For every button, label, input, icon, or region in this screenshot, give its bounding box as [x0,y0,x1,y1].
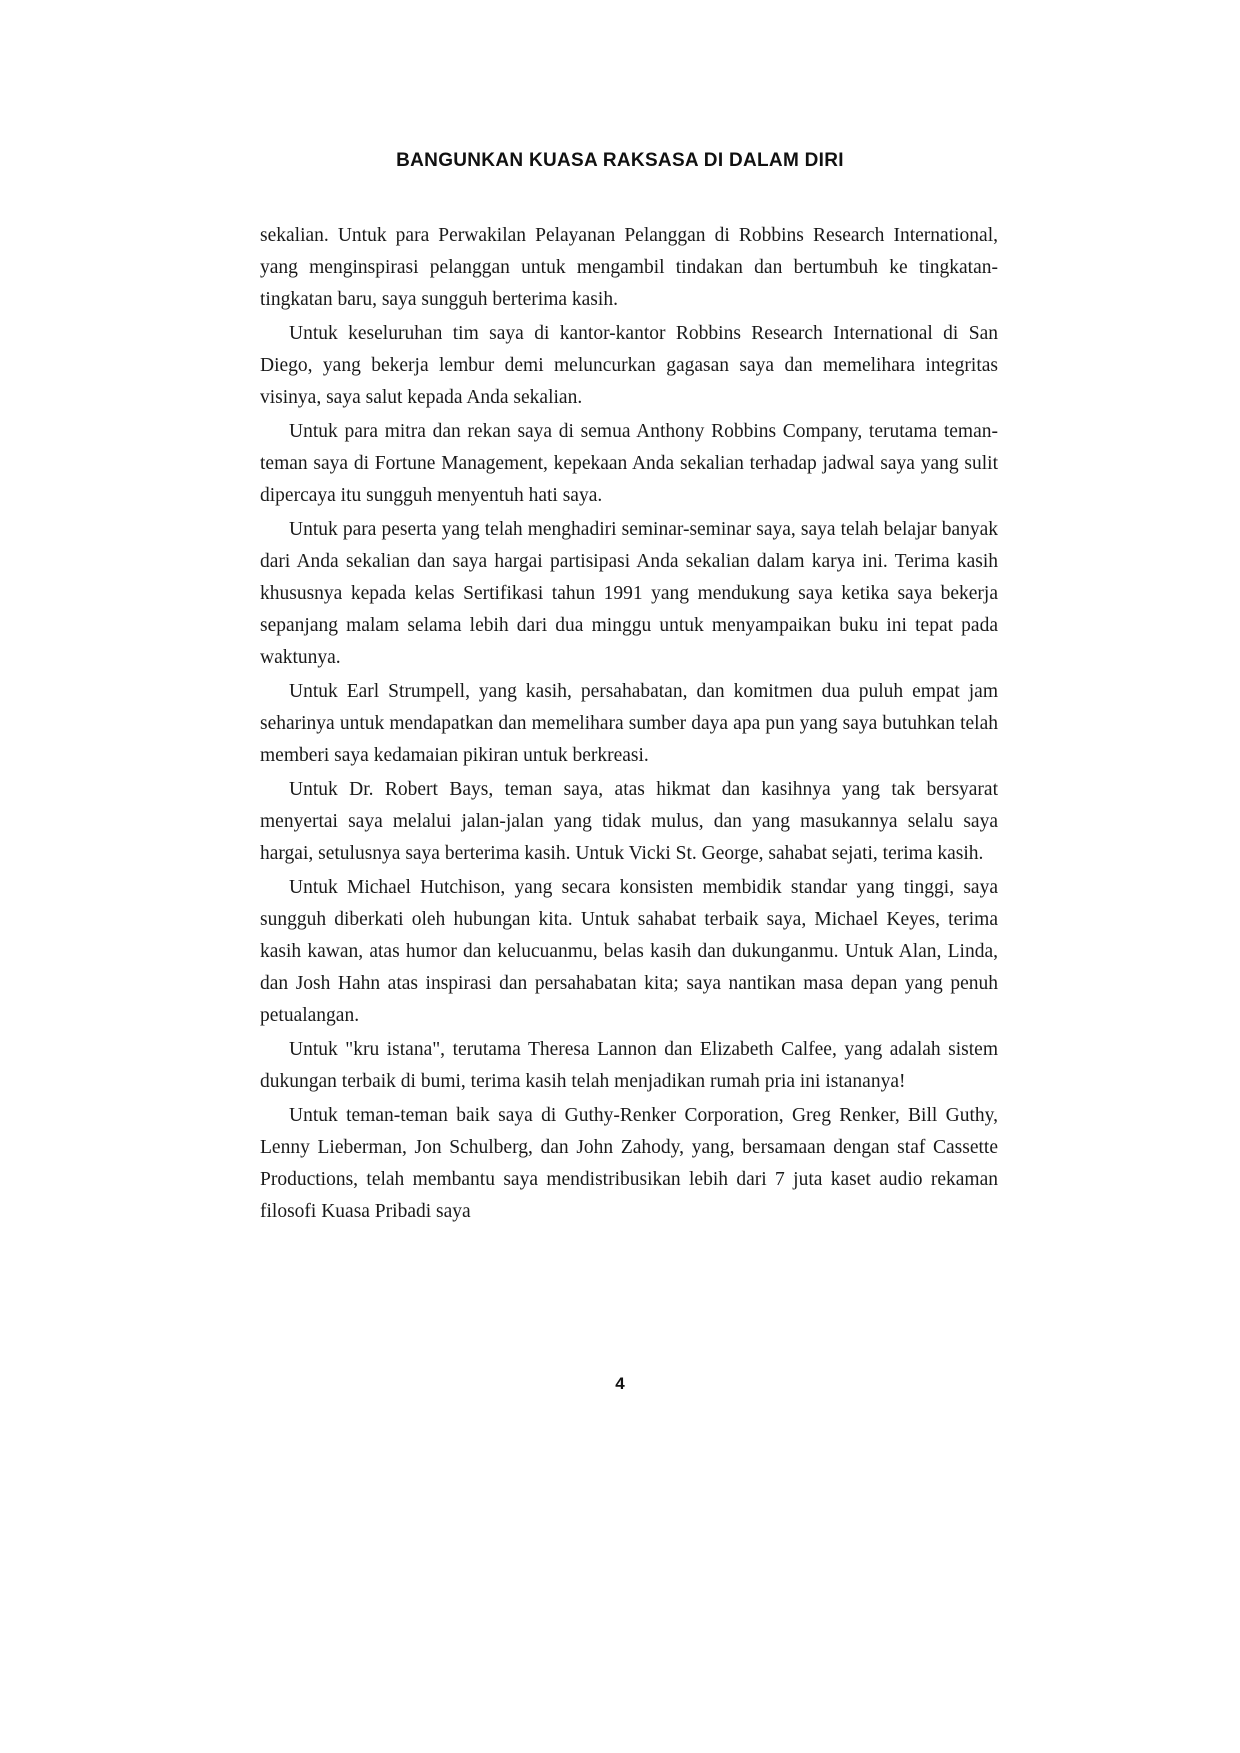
paragraph: Untuk Earl Strumpell, yang kasih, persahabatan, dan komitmen dua puluh empat jam seharinya untuk mendapatkan dan memelihara sumber daya apa pun yang saya butuhkan telah memberi saya kedamaian pikiran untuk berkreasi. [260,681,998,766]
paragraph: sekalian. Untuk para Perwakilan Pelayanan Pelanggan di Robbins Research International, yang menginspirasi pelanggan untuk mengambil tindakan dan bertumbuh ke tingkatan-tingkatan baru, saya sungguh berterima kasih. [260,225,998,310]
paragraph: Untuk teman-teman baik saya di Guthy-Renker Corporation, Greg Renker, Bill Guthy, Lenny Lieberman, Jon Schulberg, dan John Zahody, yang, bersamaan dengan staf Cassette Productions, telah membantu saya mendistribusikan lebih dari 7 juta kaset audio rekaman filosofi Kuasa Pribadi saya [260,1105,998,1222]
paragraph: Untuk Dr. Robert Bays, teman saya, atas hikmat dan kasihnya yang tak bersyarat menyertai saya melalui jalan-jalan yang tidak mulus, dan yang masukannya selalu saya hargai, setulusnya saya berterima kasih. Untuk Vicki St. George, sahabat sejati, terima kasih. [260,779,998,864]
paragraph: Untuk "kru istana", terutama Theresa Lannon dan Elizabeth Calfee, yang adalah sistem dukungan terbaik di bumi, terima kasih telah menjadikan rumah pria ini istananya! [260,1039,998,1092]
paragraph: Untuk para peserta yang telah menghadiri seminar-seminar saya, saya telah belajar banyak dari Anda sekalian dan saya hargai partisipasi Anda sekalian dalam karya ini. Terima kasih khususnya kepada kelas Sertifikasi tahun 1991 yang mendukung saya ketika saya bekerja sepanjang malam selama lebih dari dua minggu untuk menyampaikan buku ini tepat pada waktunya. [260,519,998,668]
page-number: 4 [615,1374,625,1393]
running-header: BANGUNKAN KUASA RAKSASA DI DALAM DIRI [396,150,844,171]
paragraph: Untuk Michael Hutchison, yang secara konsisten membidik standar yang tinggi, saya sungguh diberkati oleh hubungan kita. Untuk sahabat terbaik saya, Michael Keyes, terima kasih kawan, atas humor dan kelucuanmu, belas kasih dan dukunganmu. Untuk Alan, Linda, dan Josh Hahn atas inspirasi dan persahabatan kita; saya nantikan masa depan yang penuh petualangan. [260,877,998,1026]
paragraph: Untuk para mitra dan rekan saya di semua Anthony Robbins Company, terutama teman-teman saya di Fortune Management, kepekaan Anda sekalian terhadap jadwal saya yang sulit dipercaya itu sungguh menyentuh hati saya. [260,421,998,506]
body-text [260,220,998,1230]
paragraph: Untuk keseluruhan tim saya di kantor-kantor Robbins Research International di San Diego, yang bekerja lembur demi meluncurkan gagasan saya dan memelihara integritas visinya, saya salut kepada Anda sekalian. [260,323,998,408]
